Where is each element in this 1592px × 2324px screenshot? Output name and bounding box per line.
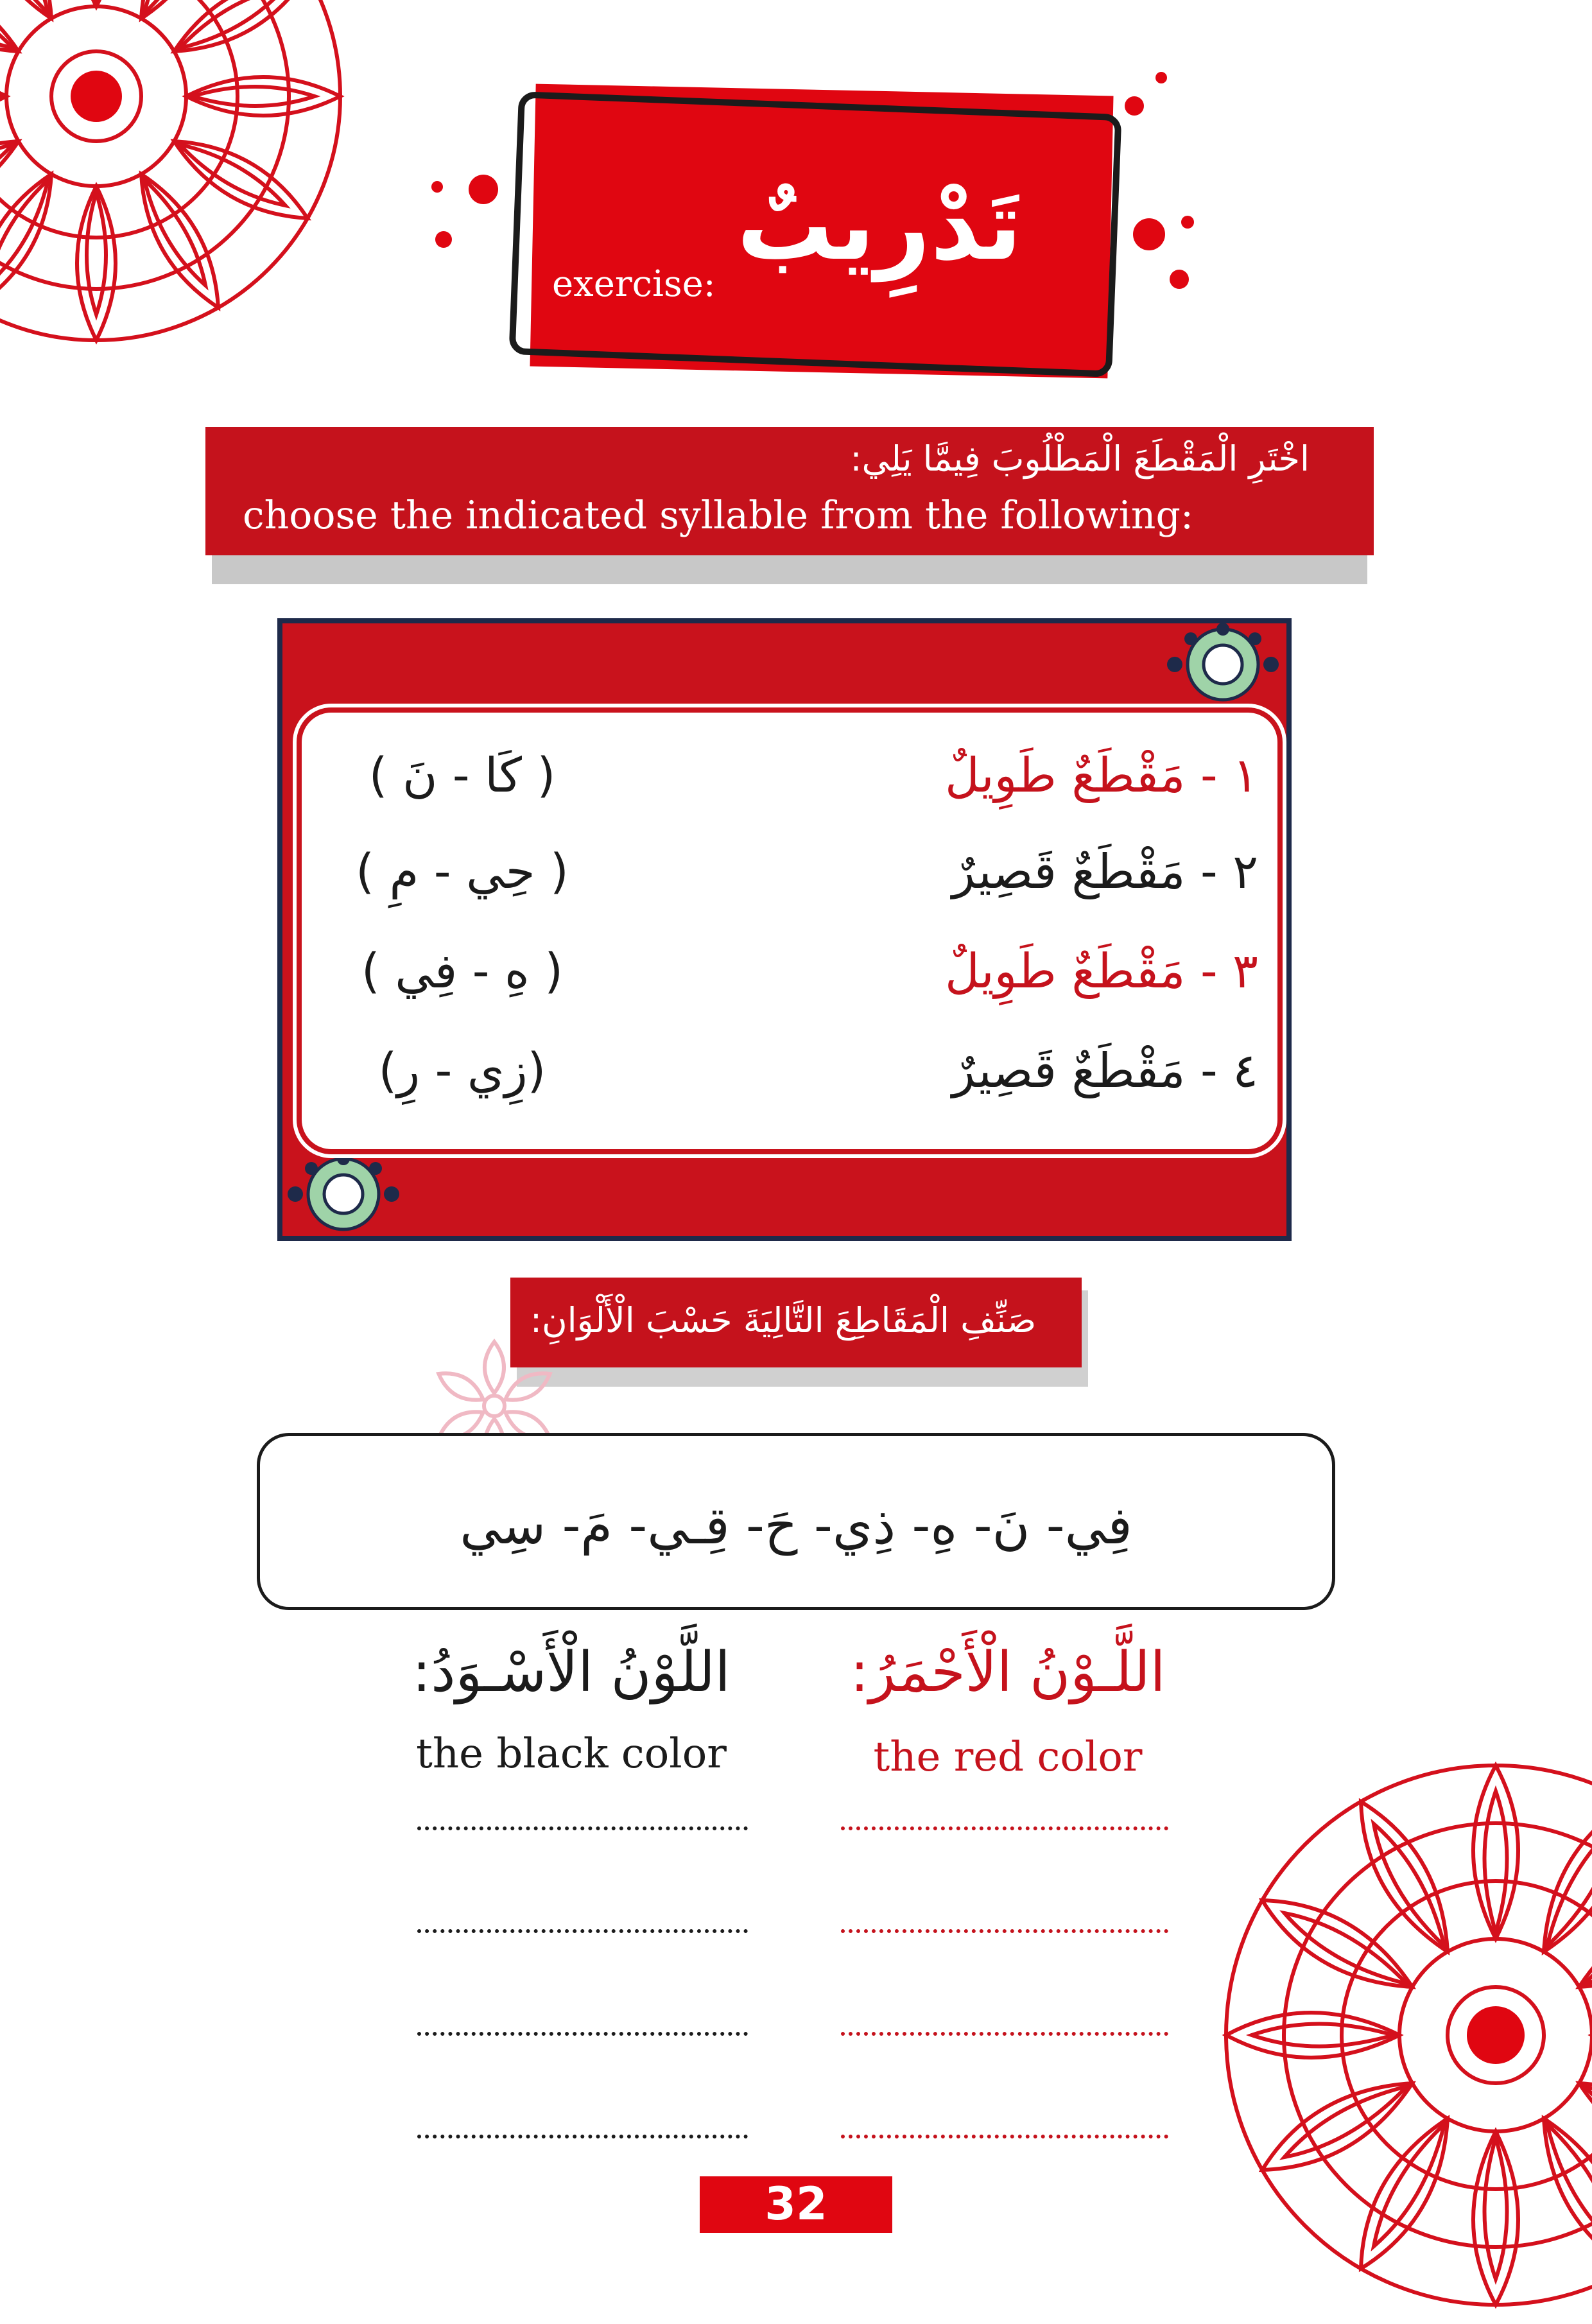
decorative-dot [469,175,498,204]
exercise-item-choices: ( هِ - فِي ) [361,944,564,999]
instruction-english: choose the indicated syllable from the following: [243,493,1194,538]
exercise-item-choices: (زِي - رِ) [378,1043,546,1098]
page-number: 32 [765,2178,827,2230]
answer-line-red[interactable] [841,2032,1168,2036]
decorative-dot [435,231,452,248]
black-column-subtitle: the black color [416,1730,727,1778]
exercise-item-choices: ( حِي - مِ ) [356,844,569,899]
exercise-item-label: ٢ - مَقْطَعٌ قَصِيرٌ [952,844,1258,899]
mandala-decoration-bottom-right [1207,1746,1592,2324]
decorative-dot [1170,270,1189,289]
exercise-item-choices: ( كَا - نَ ) [368,748,556,803]
answer-line-black[interactable] [417,1929,748,1933]
decorative-dot [431,181,443,193]
page-title-arabic: تَدْرِيبٌ [736,170,1023,282]
mandala-decoration-top-left [0,0,359,360]
ornament-icon [282,1149,404,1239]
answer-line-red[interactable] [841,1826,1168,1830]
answer-line-red[interactable] [841,2135,1168,2138]
black-column-title: اللَّوْنُ الْأَسْـوَدُ: [412,1640,731,1704]
ornament-icon [1162,623,1284,706]
exercise-item-label: ٤ - مَقْطَعٌ قَصِيرٌ [952,1043,1258,1098]
decorative-dot [1125,96,1144,116]
syllables-list: فِي- نَ- هِ- ذِي- حَ- قِـي- مَ- سِي [460,1496,1132,1556]
answer-line-black[interactable] [417,2135,748,2138]
page-title-english: exercise: [552,263,716,305]
red-column-title: اللَّـوْنُ الْأَحْمَرُ: [850,1640,1166,1704]
answer-line-red[interactable] [841,1929,1168,1933]
classify-instruction: صَنِّفِ الْمَقَاطِعَ التَّالِيَةَ حَسْبَ الْأَلْوَانِ: [530,1300,1037,1340]
red-column-subtitle: the red color [873,1733,1143,1781]
decorative-dot [1181,216,1194,229]
exercise-item-label: ٣ - مَقْطَعٌ طَوِيلٌ [945,944,1258,999]
decorative-dot [1155,72,1167,83]
answer-line-black[interactable] [417,2032,748,2036]
exercise-item-label: ١ - مَقْطَعٌ طَوِيلٌ [945,748,1258,803]
decorative-dot [1133,218,1165,250]
instruction-arabic: اخْتَرِ الْمَقْطَعَ الْمَطْلُوبَ فِيمَّا يَلِي: [850,438,1310,479]
answer-line-black[interactable] [417,1826,748,1830]
